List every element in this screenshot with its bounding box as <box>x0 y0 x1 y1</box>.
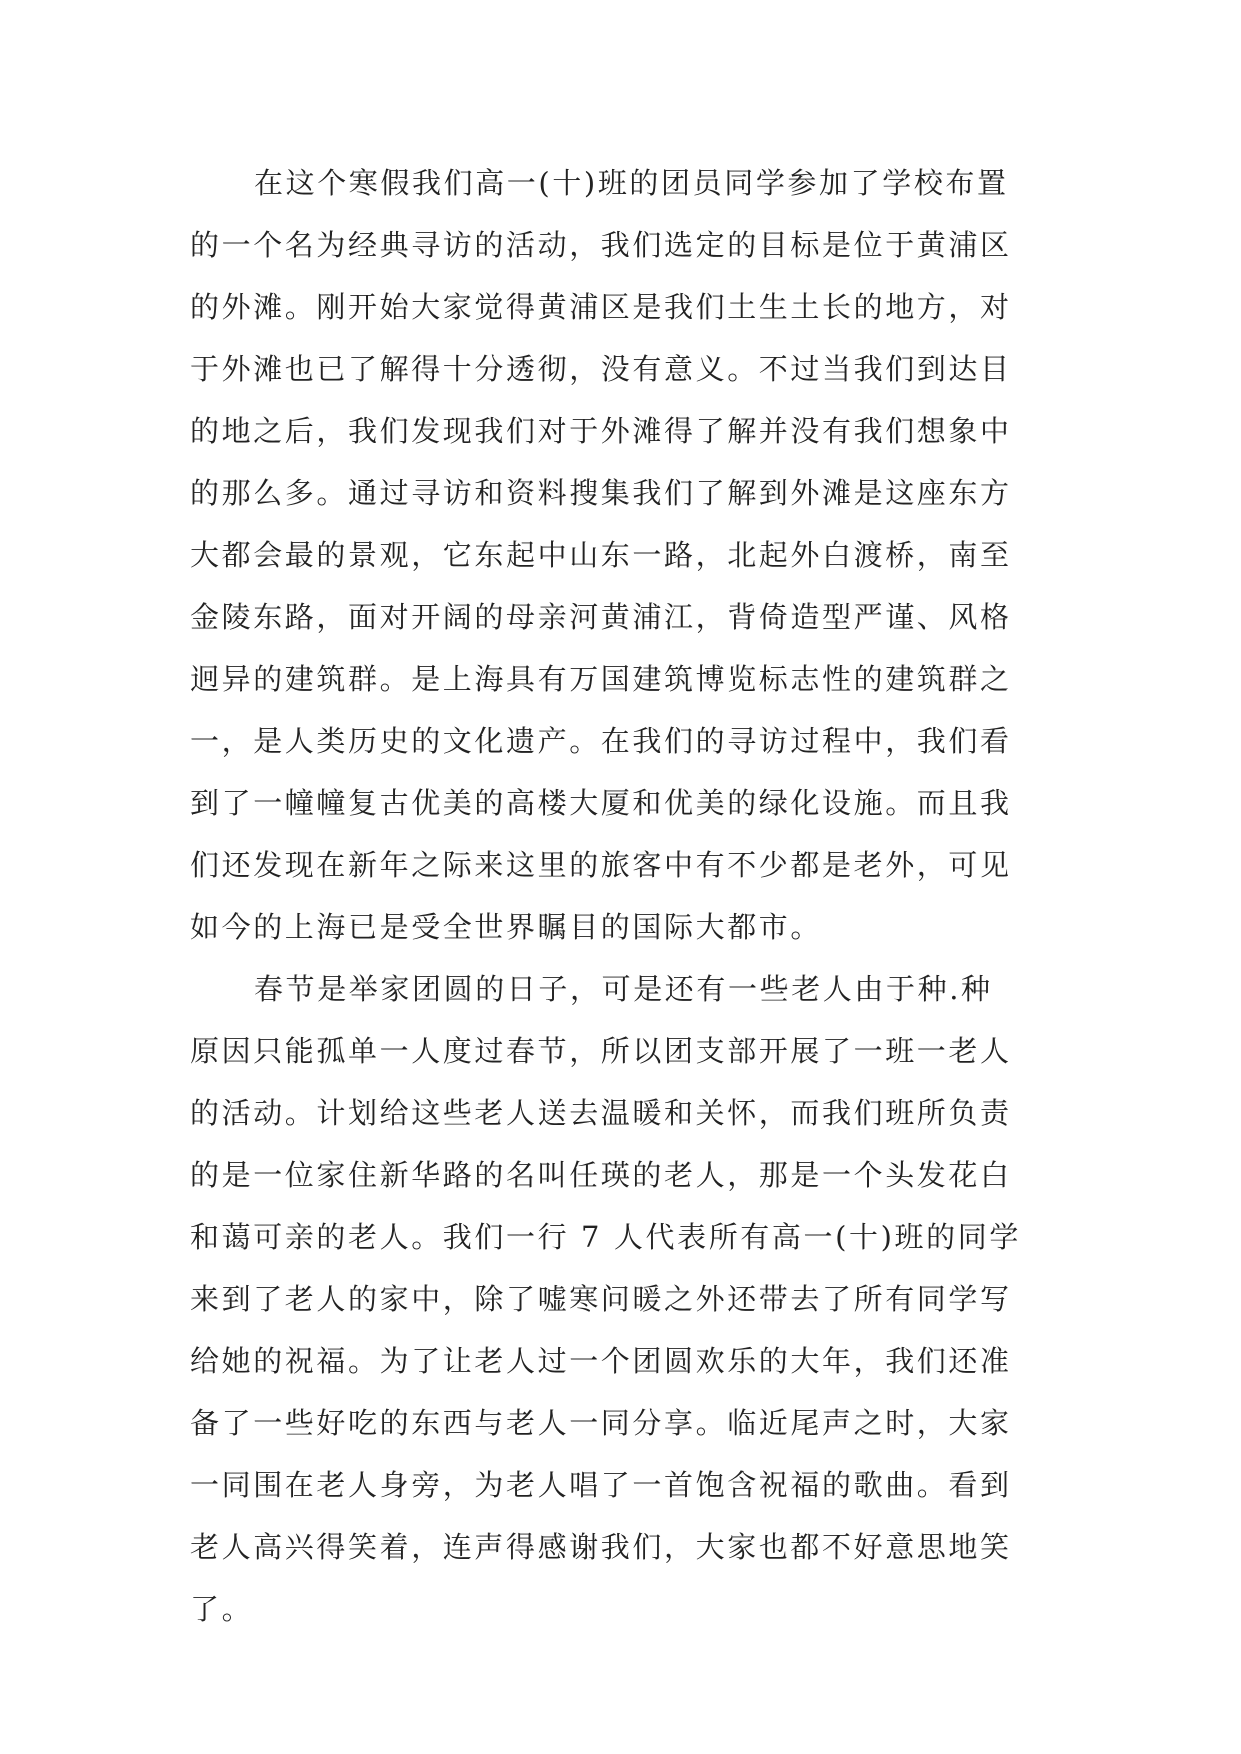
paragraph-line: 的那么多。通过寻访和资料搜集我们了解到外滩是这座东方 <box>190 476 1012 510</box>
paragraph-line: 如今的上海已是受全世界瞩目的国际大都市。 <box>190 910 823 944</box>
paragraph-line: 的外滩。刚开始大家觉得黄浦区是我们土生土长的地方，对 <box>190 290 1012 324</box>
paragraph-line: 于外滩也已了解得十分透彻，没有意义。不过当我们到达目 <box>190 352 1012 386</box>
paragraph-line: 的地之后，我们发现我们对于外滩得了解并没有我们想象中 <box>190 414 1012 448</box>
paragraph-line: 一，是人类历史的文化遗产。在我们的寻访过程中，我们看 <box>190 724 1012 758</box>
paragraph-line: 的一个名为经典寻访的活动，我们选定的目标是位于黄浦区 <box>190 228 1012 262</box>
paragraph-line: 迥异的建筑群。是上海具有万国建筑博览标志性的建筑群之 <box>190 662 1012 696</box>
paragraph-line: 们还发现在新年之际来这里的旅客中有不少都是老外，可见 <box>190 848 1012 882</box>
paragraph-line: 春节是举家团圆的日子，可是还有一些老人由于种.种 <box>254 972 993 1006</box>
paragraph-line: 的活动。计划给这些老人送去温暖和关怀，而我们班所负责 <box>190 1096 1012 1130</box>
paragraph-line: 的是一位家住新华路的名叫任瑛的老人，那是一个头发花白 <box>190 1158 1012 1192</box>
paragraph-2 <box>190 958 1050 1640</box>
paragraph-1 <box>190 152 1050 958</box>
paragraph-line: 到了一幢幢复古优美的高楼大厦和优美的绿化设施。而且我 <box>190 786 1012 820</box>
paragraph-line: 金陵东路，面对开阔的母亲河黄浦江，背倚造型严谨、风格 <box>190 600 1012 634</box>
paragraph-line: 给她的祝福。为了让老人过一个团圆欢乐的大年，我们还准 <box>190 1344 1012 1378</box>
paragraph-line: 老人高兴得笑着，连声得感谢我们，大家也都不好意思地笑 <box>190 1530 1012 1564</box>
body-text <box>190 152 1050 1640</box>
paragraph-line: 备了一些好吃的东西与老人一同分享。临近尾声之时，大家 <box>190 1406 1012 1440</box>
paragraph-line: 在这个寒假我们高一(十)班的团员同学参加了学校布置 <box>254 166 1009 200</box>
paragraph-line: 原因只能孤单一人度过春节，所以团支部开展了一班一老人 <box>190 1034 1012 1068</box>
paragraph-line: 大都会最的景观，它东起中山东一路，北起外白渡桥，南至 <box>190 538 1012 572</box>
paragraph-line: 来到了老人的家中，除了嘘寒问暖之外还带去了所有同学写 <box>190 1282 1012 1316</box>
paragraph-line: 和蔼可亲的老人。我们一行 7 人代表所有高一(十)班的同学 <box>190 1220 1021 1254</box>
paragraph-line: 一同围在老人身旁，为老人唱了一首饱含祝福的歌曲。看到 <box>190 1468 1012 1502</box>
paragraph-line: 了。 <box>190 1592 254 1626</box>
